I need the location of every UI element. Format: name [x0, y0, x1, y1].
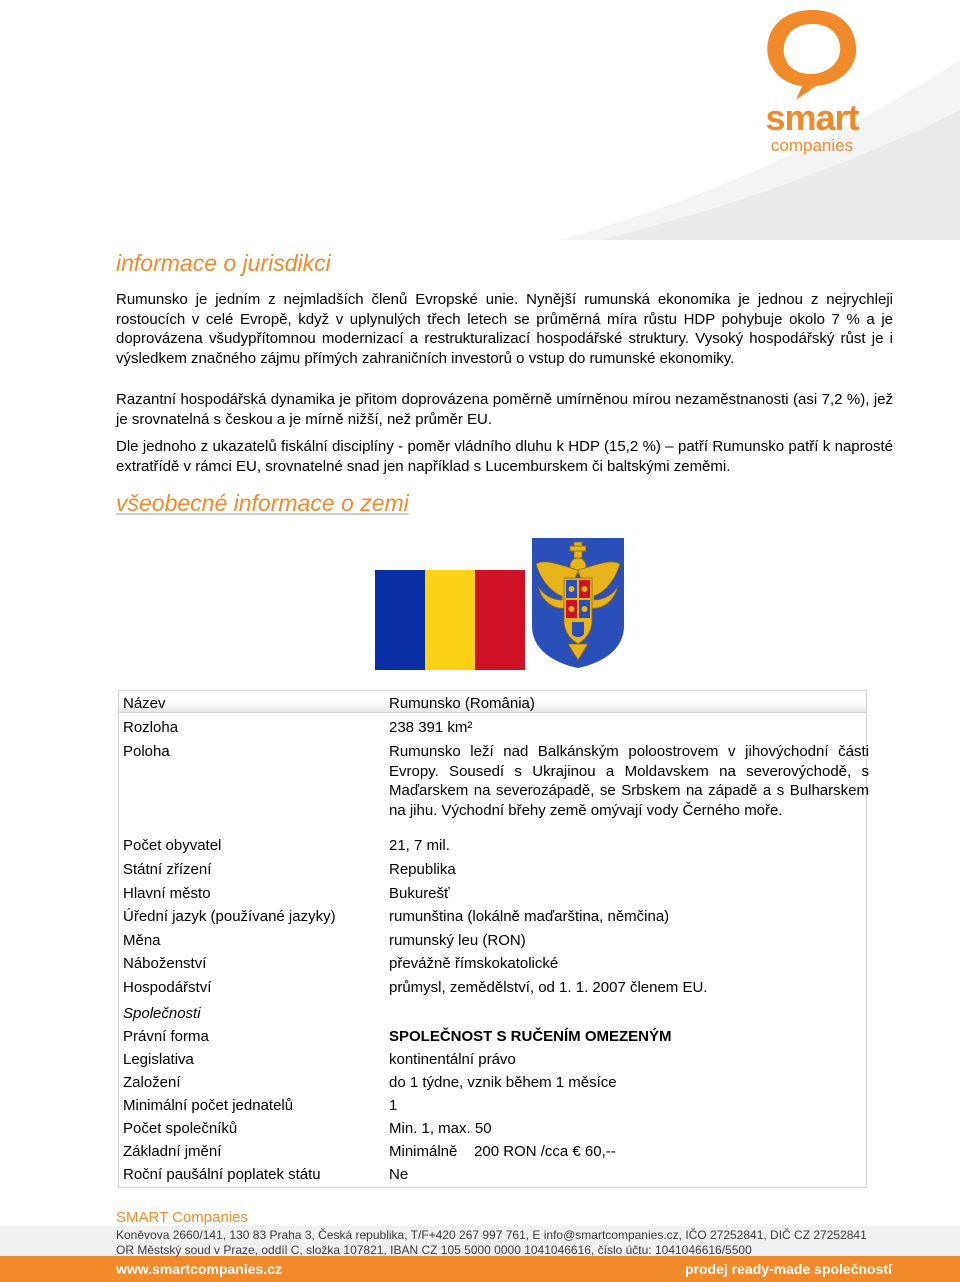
row-key: Úřední jazyk (používané jazyky)	[123, 908, 336, 925]
row-key: Založení	[123, 1074, 181, 1091]
flag-stripe-yellow	[425, 570, 475, 670]
row-value: 238 391 km²	[389, 719, 473, 736]
row-value: rumunský leu (RON)	[389, 932, 526, 949]
footer-address: Koněvova 2660/141, 130 83 Praha 3, Česká republika, T/F+420 267 997 761, E info@smartcompanies.cz, IČO 27252841, DIČ CZ 27252841	[116, 1228, 867, 1242]
row-key: Hospodářství	[123, 979, 212, 996]
row-key: Společnosti	[123, 1005, 201, 1022]
table-row-name	[119, 691, 866, 713]
row-value: Bukurešť	[389, 885, 450, 902]
row-value: 1	[389, 1097, 398, 1114]
row-key: Počet obyvatel	[123, 837, 222, 854]
speech-bubble-icon	[744, 6, 880, 102]
logo-word: smart	[765, 97, 859, 138]
row-value: převážně římskokatolické	[389, 955, 559, 972]
row-key: Poloha	[123, 743, 170, 760]
row-value: Rumunsko (România)	[389, 695, 535, 712]
row-key: Náboženství	[123, 955, 207, 972]
row-value: SPOLEČNOST S RUČENÍM OMEZENÝM	[389, 1028, 672, 1045]
row-key: Název	[123, 695, 166, 712]
row-key: Minimální počet jednatelů	[123, 1097, 294, 1114]
coat-of-arms-icon	[528, 534, 628, 670]
row-key: Roční paušální poplatek státu	[123, 1166, 321, 1183]
row-key: Počet společníků	[123, 1120, 238, 1137]
romania-flag	[375, 570, 525, 670]
paragraph-fiscal: Dle jednoho z ukazatelů fiskální disciplíny - poměr vládního dluhu k HDP (15,2 %) – patří Rumunsko patří k naprosté extratřídě v rámci EU, srovnatelné snad jen například s Lucemburskem či baltskými zeměmi.	[116, 438, 893, 475]
row-key: Státní zřízení	[123, 861, 212, 878]
row-value: Republika	[389, 861, 456, 878]
row-value: Ne	[389, 1166, 409, 1183]
flag-stripe-red	[475, 570, 525, 670]
row-key: Základní jmění	[123, 1143, 222, 1160]
row-key: Rozloha	[123, 719, 179, 736]
row-key: Legislativa	[123, 1051, 194, 1068]
row-key: Hlavní město	[123, 885, 211, 902]
row-value: kontinentální právo	[389, 1051, 516, 1068]
paragraph-unemployment: Razantní hospodářská dynamika je přitom doprovázena poměrně umírněnou mírou nezaměstnanosti (asi 7,2 %), jež je srovnatelná s českou a je mírně nižší, než průměr EU.	[116, 391, 893, 428]
paragraph-economy: Rumunsko je jedním z nejmladších členů Evropské unie. Nynější rumunská ekonomika je jednou z nejrychleji rostoucích v celé Evropě, když v uplynulých třech letech se průměrná míra růstu HDP pohybuje okolo 7 % a je doprovázena všudypřítomnou modernizací a restrukturalizací hospodářské struktury. Vysoký hospodářský růst je i výsledkem značného zájmu přímých zahraničních investorů o vstup do rumunské ekonomiky.	[116, 291, 893, 367]
logo-subword: companies	[770, 136, 854, 155]
smart-companies-logo	[744, 6, 880, 166]
row-value: do 1 týdne, vznik během 1 měsíce	[389, 1074, 617, 1091]
footer-company-name: SMART Companies	[116, 1209, 248, 1226]
row-value: Rumunsko leží nad Balkánským poloostrovem v jihovýchodní části Evropy. Sousedí s Ukrajinou a Moldavskem na severovýchodě, s Maďarskem na severozápadě, se Srbskem na západě a s Bulharskem na jihu. Východní břehy země omývají vody Černého moře.	[389, 743, 869, 819]
section-title-jurisdiction: informace o jurisdikci	[116, 250, 331, 276]
row-value: Minimálně 200 RON /cca € 60,--	[389, 1143, 616, 1160]
row-key: Měna	[123, 932, 161, 949]
row-value: 21, 7 mil.	[389, 837, 450, 854]
row-value: Min. 1, max. 50	[389, 1120, 492, 1137]
row-value: rumunština (lokálně maďarština, němčina)	[389, 908, 670, 925]
row-value: průmysl, zemědělství, od 1. 1. 2007 členem EU.	[389, 979, 708, 996]
country-info-table	[118, 690, 867, 1188]
flag-stripe-blue	[375, 570, 425, 670]
footer-tagline: prodej ready-made společností	[685, 1261, 892, 1277]
footer-registration: OR Městský soud v Praze, oddíl C, složka 107821, IBAN CZ 105 5000 0000 1041046616, číslo účtu: 1041046616/5500	[116, 1243, 752, 1257]
section-title-country: všeobecné informace o zemi	[116, 490, 409, 516]
footer-website-link[interactable]: www.smartcompanies.cz	[116, 1261, 282, 1277]
row-key: Právní forma	[123, 1028, 209, 1045]
